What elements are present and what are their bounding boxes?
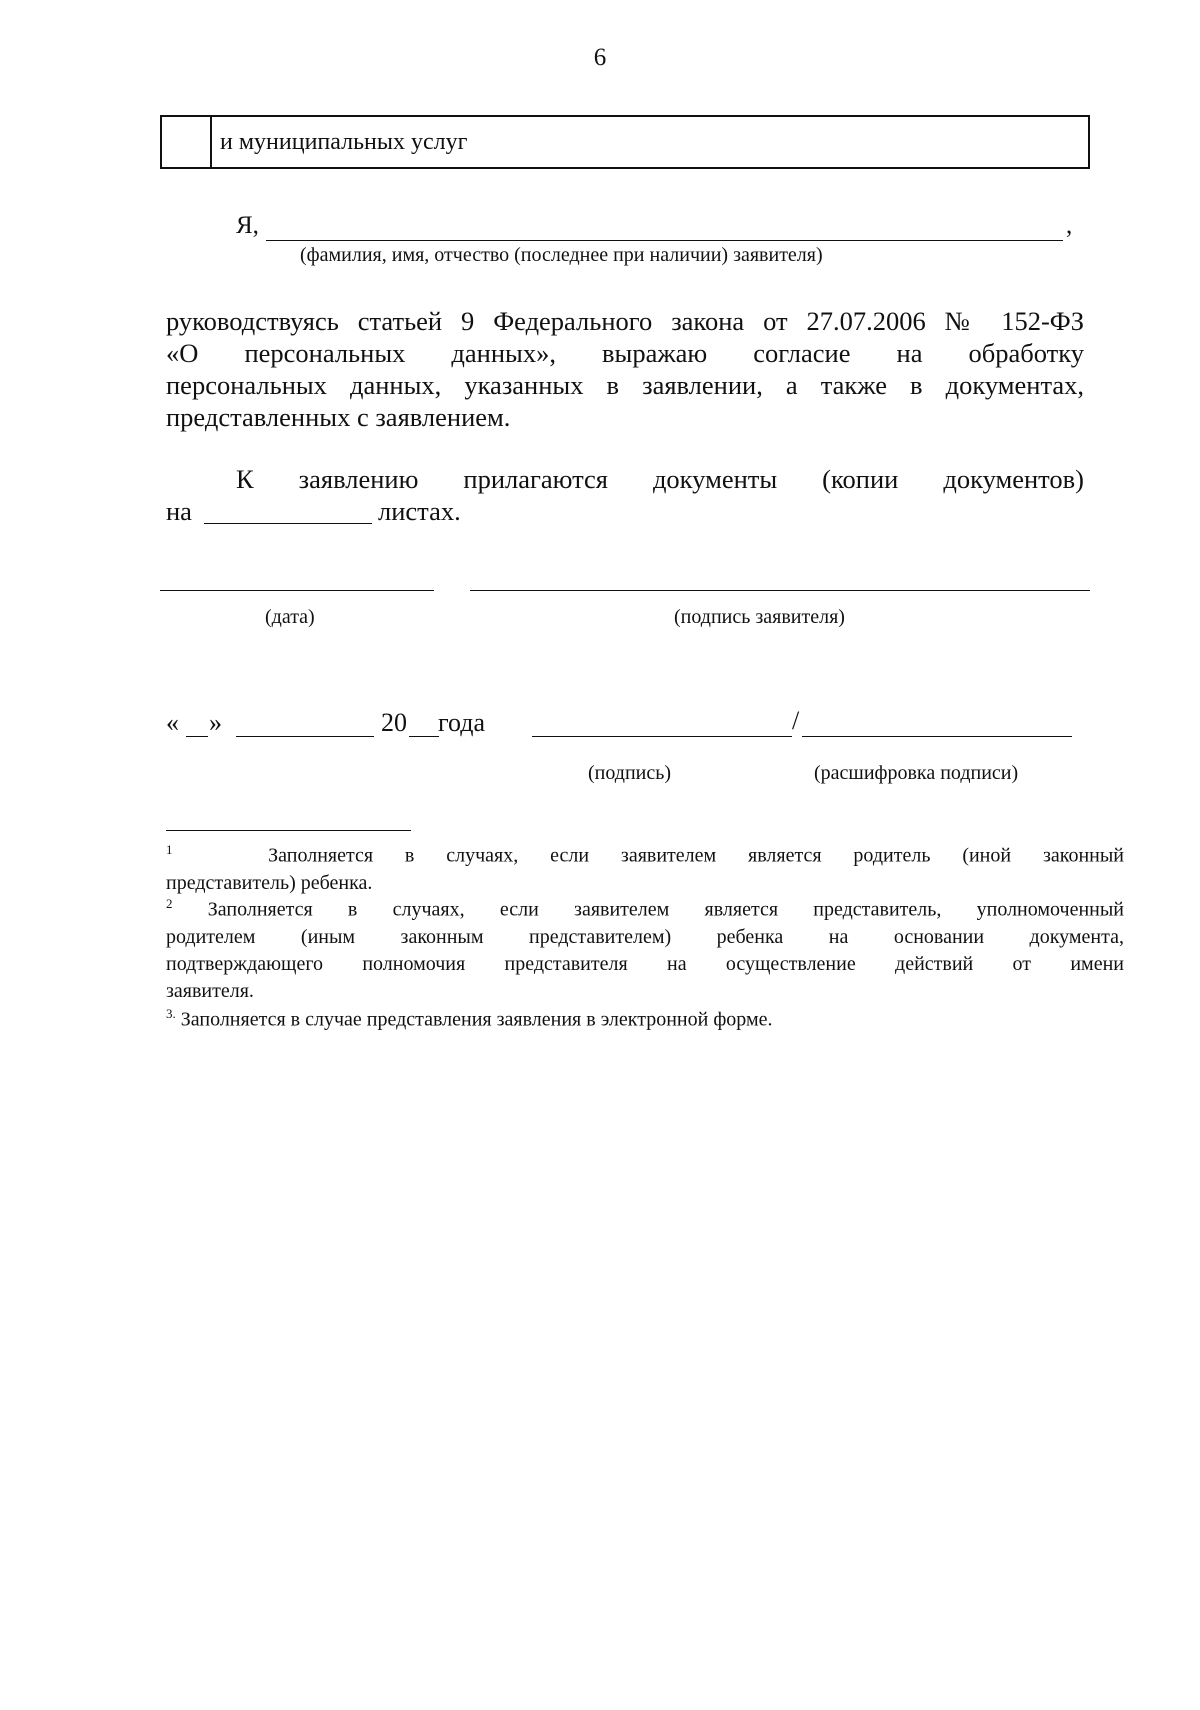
attachments-sheets: листах. [378, 496, 461, 526]
footnote-3-mark: 3. [166, 1006, 176, 1021]
footnote-1-line-1 [166, 836, 1124, 870]
table-column-divider [210, 117, 212, 167]
signature-caption: (подпись) [588, 762, 672, 784]
consent-line-1: руководствуясь статьей 9 Федерального закона от 27.07.2006 № 152-ФЗ [166, 306, 1084, 336]
footnote-3-line-1 [166, 1000, 1124, 1034]
footnote-1-mark: 1 [166, 842, 173, 857]
signature-decryption-caption: (расшифровка подписи) [814, 762, 1019, 784]
footnote-2-mark: 2 [166, 896, 173, 911]
applicant-signature-field[interactable] [470, 590, 1090, 591]
sheet-count-field[interactable] [204, 523, 372, 524]
date-open-quote: « [166, 708, 179, 737]
table-cell-text: и муниципальных услуг [220, 129, 468, 155]
page-number: 6 [593, 44, 607, 71]
signature-decryption-field[interactable] [802, 736, 1072, 737]
footnote-separator [166, 830, 411, 831]
applicant-name-field[interactable] [266, 240, 1063, 241]
month-field[interactable] [236, 736, 374, 737]
applicant-name-caption: (фамилия, имя, отчество (последнее при наличии) заявителя) [300, 244, 823, 266]
date-caption: (дата) [265, 606, 315, 628]
footnote-2-line-3: подтверждающего полномочия представителя на осуществление действий от имени [166, 952, 1124, 975]
signature-slash: / [792, 706, 800, 735]
day-field[interactable] [186, 736, 208, 737]
attachments-on: на [166, 496, 192, 526]
applicant-signature-caption: (подпись заявителя) [674, 606, 845, 628]
year-field[interactable] [409, 736, 439, 737]
footnote-2-text: Заполняется в случаях, если заявителем является представитель, уполномоченный [207, 898, 1125, 921]
footnote-1-line-2: представитель) ребенка. [166, 871, 373, 894]
footnote-1 [166, 836, 1124, 897]
date-year-word: года [438, 708, 486, 737]
date-field[interactable] [160, 590, 434, 591]
footnote-3-text: Заполняется в случае представления заявления в электронной форме. [180, 1008, 773, 1031]
footnote-1-text: Заполняется в случаях, если заявителем является родитель (иной законный [268, 844, 1124, 867]
footnote-3 [166, 1000, 1124, 1034]
applicant-prefix: Я, [236, 212, 259, 239]
applicant-suffix: , [1066, 212, 1073, 239]
consent-line-3: персональных данных, указанных в заявлении, а также в документах, [166, 370, 1084, 400]
consent-line-4: представленных с заявлением. [166, 402, 511, 432]
footnote-2-line-2: родителем (иным законным представителем) ребенка на основании документа, [166, 925, 1124, 948]
footnote-2-line-1 [166, 890, 1124, 924]
footnote-2-line-4: заявителя. [166, 979, 254, 1002]
signature-field[interactable] [532, 736, 792, 737]
consent-line-2: «О персональных данных», выражаю согласие на обработку [166, 338, 1084, 368]
date-close-quote: » [209, 708, 222, 737]
table-row [160, 115, 1090, 169]
footnote-2 [166, 890, 1124, 1005]
date-century: 20 [381, 708, 407, 737]
attachments-line-1: К заявлению прилагаются документы (копии документов) [236, 464, 1084, 494]
